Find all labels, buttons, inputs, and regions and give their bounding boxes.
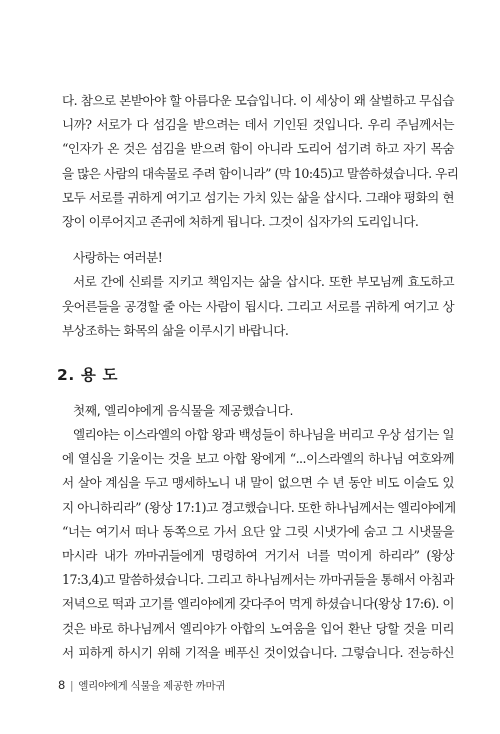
text-line: 다. 참으로 본받아야 할 아름다운 모습입니다. 이 세상이 왜 살벌하고 무십습 (62, 93, 454, 108)
paragraph-gap (62, 234, 454, 246)
text-line: 지 아니하리라” (왕상 17:1)고 경고했습니다. 또한 하나님께서는 엘리야에게 (62, 499, 456, 515)
running-title: 엘리야에게 식물을 제공한 까마귀 (78, 680, 226, 692)
text-line: 장이 이루어지고 존귀에 처하게 됩니다. 그것이 십자가의 도리입니다. (62, 213, 419, 229)
text-line: 니까? 서로가 다 섬김을 받으려는 데서 기인된 것입니다. 우리 주님께서는 (62, 117, 454, 133)
text-line: 서 피하게 하시기 위해 기적을 베푸신 것이었습니다. 그렇습니다. 전능하신 (62, 644, 454, 660)
salutation-line: 사랑하는 여러분! (73, 250, 163, 266)
text-line: 것은 바로 하나님께서 엘리야가 아합의 노여움을 입어 환난 당할 것을 미리 (62, 620, 454, 636)
paragraph-exhortation (62, 246, 454, 343)
footer-separator: | (70, 680, 74, 692)
subsection-heading: 첫째, 엘리야에게 음식물을 제공했습니다. (73, 402, 294, 418)
text-line: 부상조하는 화목의 삶을 이루시기 바랍니다. (62, 322, 289, 338)
text-line: “인자가 온 것은 섬김을 받으려 함이 아니라 도리어 섬기려 하고 자기 목숨 (62, 141, 454, 157)
text-line: 17:3,4)고 말씀하셨습니다. 그리고 하나님께서는 까마귀들을 통해서 아침과 (62, 572, 454, 588)
section-gap (62, 343, 454, 363)
heading-gap (62, 387, 454, 399)
text-line: 엘리야는 이스라엘의 아합 왕과 백성들이 하나님을 버리고 우상 섬기는 일 (73, 427, 454, 443)
page-body (57, 89, 459, 665)
paragraph-serving (62, 89, 459, 234)
text-line: 모두 서로를 귀하게 여기고 섬기는 가치 있는 삶을 삽시다. 그래야 평화의 현 (62, 189, 454, 205)
section-heading: 2. 용 도 (57, 365, 119, 384)
text-line: 마시라 내가 까마귀들에게 명령하여 거기서 너를 먹이게 하리라” (왕상 (62, 548, 454, 563)
page-number: 8 (58, 678, 66, 692)
text-line: 저녁으로 떡과 고기를 엘리야에게 갖다주어 먹게 하셨습니다(왕상 17:6). 이 (62, 596, 454, 612)
text-line: 에 열심을 기울이는 것을 보고 아합 왕에게 “...이스라엘의 하나님 여호와께 (62, 451, 454, 467)
paragraph-elijah (62, 423, 454, 665)
text-line: 웃어른들을 공경할 줄 아는 사람이 됩시다. 그리고 서로를 귀하게 여기고 상 (62, 298, 454, 314)
page-footer (58, 678, 225, 693)
text-line: “너는 여기서 떠나 동쪽으로 가서 요단 앞 그릿 시냇가에 숨고 그 시냇물을 (62, 523, 454, 539)
text-line: 을 많은 사람의 대속물로 주려 함이니라” (막 10:45)고 말씀하셨습니다. 우리 (62, 165, 459, 181)
text-line: 서 살아 계심을 두고 맹세하노니 내 말이 없으면 수 년 동안 비도 이슬도 있 (62, 475, 454, 491)
text-line: 서로 간에 신뢰를 지키고 책임지는 삶을 삽시다. 또한 부모님께 효도하고 (73, 274, 454, 290)
